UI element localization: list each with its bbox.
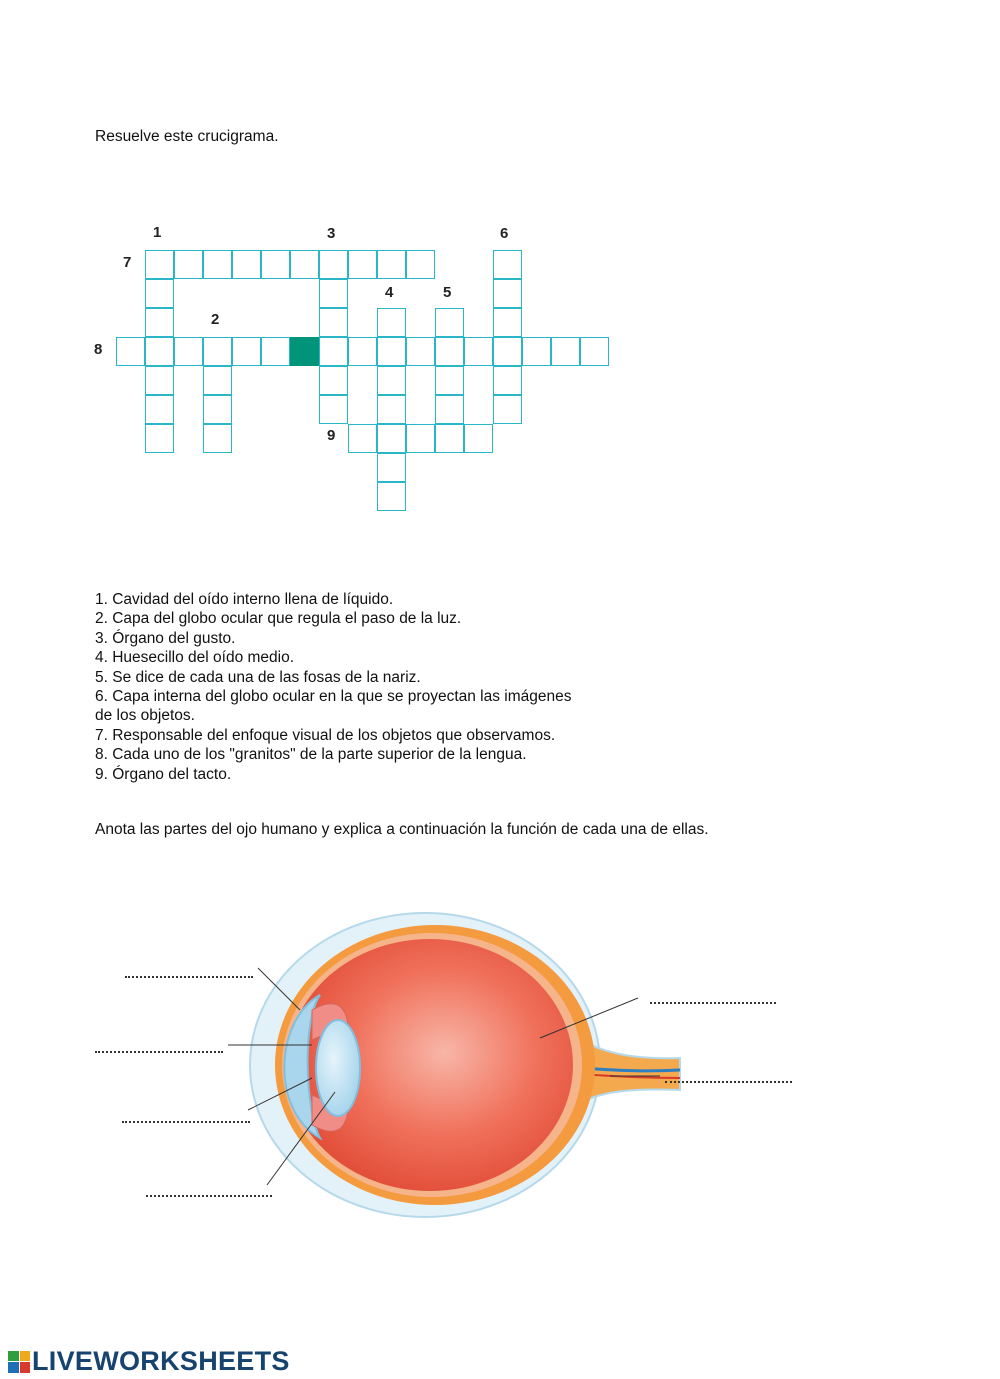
crossword-cell[interactable] bbox=[435, 395, 464, 424]
logo-mark-icon bbox=[8, 1351, 30, 1373]
clue-number-5: 5 bbox=[443, 284, 452, 301]
crossword-cell[interactable] bbox=[116, 337, 145, 366]
crossword-cell[interactable] bbox=[377, 482, 406, 511]
answer-blank-5[interactable] bbox=[650, 1002, 776, 1004]
clue-number-8: 8 bbox=[94, 341, 103, 358]
crossword-cell[interactable] bbox=[145, 308, 174, 337]
crossword-cell[interactable] bbox=[377, 395, 406, 424]
crossword-cell[interactable] bbox=[319, 250, 348, 279]
clue-number-1: 1 bbox=[153, 224, 162, 241]
crossword-cell[interactable] bbox=[232, 337, 261, 366]
crossword-cell[interactable] bbox=[203, 250, 232, 279]
crossword-cell[interactable] bbox=[261, 337, 290, 366]
clue-list bbox=[95, 590, 572, 784]
answer-blank-1[interactable] bbox=[125, 976, 253, 978]
clue-number-6: 6 bbox=[500, 225, 509, 242]
crossword-cell[interactable] bbox=[406, 250, 435, 279]
crossword-cell[interactable] bbox=[174, 337, 203, 366]
crossword-cell[interactable] bbox=[435, 424, 464, 453]
crossword-cell[interactable] bbox=[348, 424, 377, 453]
crossword-cell[interactable] bbox=[232, 250, 261, 279]
clue-6: 6. Capa interna del globo ocular en la que se proyectan las imágenes bbox=[95, 688, 572, 706]
crossword-cell[interactable] bbox=[377, 250, 406, 279]
crossword-cell[interactable] bbox=[203, 395, 232, 424]
crossword-cell[interactable] bbox=[174, 250, 203, 279]
crossword-cell[interactable] bbox=[319, 366, 348, 395]
clue-number-9: 9 bbox=[327, 427, 336, 444]
liveworksheets-logo bbox=[8, 1346, 290, 1377]
crossword-cell[interactable] bbox=[377, 337, 406, 366]
crossword-cell[interactable] bbox=[493, 366, 522, 395]
logo-text: LIVEWORKSHEETS bbox=[32, 1346, 290, 1376]
crossword-cell[interactable] bbox=[319, 337, 348, 366]
clue-4: 4. Huesecillo del oído medio. bbox=[95, 649, 295, 667]
clue-3: 3. Órgano del gusto. bbox=[95, 629, 236, 647]
crossword-cell[interactable] bbox=[319, 279, 348, 308]
crossword-cell[interactable] bbox=[406, 337, 435, 366]
crossword-cell[interactable] bbox=[493, 250, 522, 279]
crossword-cell[interactable] bbox=[377, 308, 406, 337]
crossword-cell[interactable] bbox=[580, 337, 609, 366]
crossword-cell[interactable] bbox=[145, 366, 174, 395]
clue-7: 7. Responsable del enfoque visual de los objetos que observamos. bbox=[95, 726, 556, 744]
clue-2: 2. Capa del globo ocular que regula el paso de la luz. bbox=[95, 610, 462, 628]
crossword-cell[interactable] bbox=[203, 366, 232, 395]
crossword-cell[interactable] bbox=[522, 337, 551, 366]
intro-text: Resuelve este crucigrama. bbox=[95, 128, 279, 145]
crossword-cell[interactable] bbox=[435, 366, 464, 395]
clue-9: 9. Órgano del tacto. bbox=[95, 765, 232, 783]
answer-blank-3[interactable] bbox=[122, 1121, 250, 1123]
crossword-cell[interactable] bbox=[319, 395, 348, 424]
clue-number-3: 3 bbox=[327, 225, 336, 242]
crossword-cell[interactable] bbox=[493, 395, 522, 424]
crossword-cell[interactable] bbox=[203, 424, 232, 453]
crossword-cell bbox=[290, 337, 319, 366]
crossword-cell[interactable] bbox=[551, 337, 580, 366]
crossword-cell[interactable] bbox=[348, 337, 377, 366]
clue-6-continued: de los objetos. bbox=[95, 707, 195, 725]
crossword-cell[interactable] bbox=[319, 308, 348, 337]
answer-blank-2[interactable] bbox=[95, 1051, 223, 1053]
crossword-cell[interactable] bbox=[435, 308, 464, 337]
crossword-cell[interactable] bbox=[493, 308, 522, 337]
clue-number-7: 7 bbox=[123, 254, 132, 271]
crossword-cell[interactable] bbox=[464, 337, 493, 366]
crossword-cell[interactable] bbox=[406, 424, 435, 453]
clue-8: 8. Cada uno de los "granitos" de la parte superior de la lengua. bbox=[95, 746, 527, 764]
answer-blank-6[interactable] bbox=[665, 1081, 792, 1083]
crossword-cell[interactable] bbox=[464, 424, 493, 453]
crossword-cell[interactable] bbox=[203, 337, 232, 366]
crossword-cell[interactable] bbox=[145, 250, 174, 279]
crossword-cell[interactable] bbox=[493, 337, 522, 366]
crossword-cell[interactable] bbox=[377, 453, 406, 482]
answer-blank-4[interactable] bbox=[146, 1195, 272, 1197]
eye-diagram bbox=[80, 900, 820, 1230]
eyeball bbox=[228, 913, 680, 1217]
clue-5: 5. Se dice de cada una de las fosas de la nariz. bbox=[95, 668, 421, 686]
crossword-cell[interactable] bbox=[377, 424, 406, 453]
eye-instruction: Anota las partes del ojo humano y explica a continuación la función de cada una de ellas. bbox=[95, 821, 709, 838]
crossword-cell[interactable] bbox=[435, 337, 464, 366]
clue-number-2: 2 bbox=[211, 311, 220, 328]
clue-number-4: 4 bbox=[385, 284, 394, 301]
crossword-cell[interactable] bbox=[145, 424, 174, 453]
crossword-cell[interactable] bbox=[348, 250, 377, 279]
crossword-cell[interactable] bbox=[290, 250, 319, 279]
crossword-cell[interactable] bbox=[493, 279, 522, 308]
crossword-cell[interactable] bbox=[145, 395, 174, 424]
crossword-grid bbox=[0, 200, 640, 530]
crossword-cell[interactable] bbox=[145, 279, 174, 308]
crossword-cell[interactable] bbox=[145, 337, 174, 366]
crossword-cell[interactable] bbox=[377, 366, 406, 395]
crossword-cell[interactable] bbox=[261, 250, 290, 279]
clue-1: 1. Cavidad del oído interno llena de líquido. bbox=[95, 591, 394, 608]
